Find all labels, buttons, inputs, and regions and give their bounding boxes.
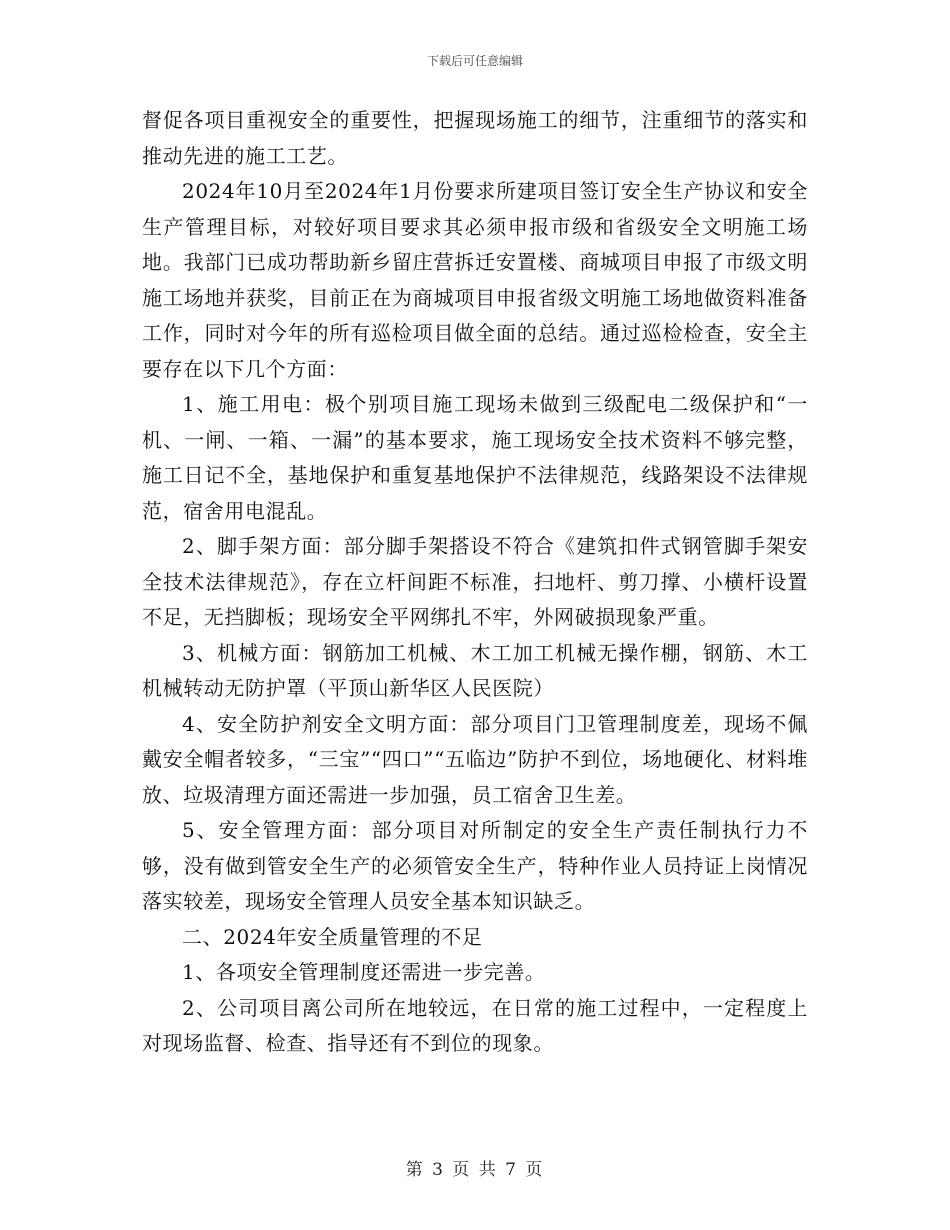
paragraph-safety-protection: 4、安全防护剂安全文明方面：部分项目门卫管理制度差，现场不佩戴安全帽者较多，“三宝”“四口”“五临边”防护不到位，场地硬化、材料堆放、垃圾清理方面还需进一步加强，员工宿舍卫生差。	[142, 711, 808, 807]
paragraph-electricity: 1、施工用电：极个别项目施工现场未做到三级配电二级保护和“一机、一闸、一箱、一漏”的基本要求，施工现场安全技术资料不够完整，施工日记不全，基地保护和重复基地保护不法律规范，线路架设不法律规范，宿舍用电混乱。	[142, 392, 808, 523]
paragraph-scaffolding: 2、脚手架方面：部分脚手架搭设不符合《建筑扣件式钢管脚手架安全技术法律规范》，存在立杆间距不标准，扫地杆、剪刀撑、小横杆设置不足，无挡脚板；现场安全平网绑扎不牢，外网破损现象严重。	[142, 534, 808, 629]
page-header: 下载后可任意编辑	[426, 54, 523, 68]
document-body	[142, 103, 808, 1062]
paragraph-shortcoming-1: 1、各项安全管理制度还需进一步完善。	[182, 960, 546, 984]
paragraph-inspection-summary: 2024年10月至2024年1月份要求所建项目签订安全生产协议和安全生产管理目标，对较好项目要求其必须申报市级和省级安全文明施工场地。我部门已成功帮助新乡留庄营拆迁安置楼、商城项目申报了市级文明施工场地并获奖，目前正在为商城项目申报省级文明施工场地做资料准备工作，同时对今年的所有巡检项目做全面的总结。通过巡检检查，安全主要存在以下几个方面：	[142, 179, 808, 381]
paragraph-safety-management: 5、安全管理方面：部分项目对所制定的安全生产责任制执行力不够，没有做到管安全生产的必须管安全生产，特种作业人员持证上岗情况落实较差，现场安全管理人员安全基本知识缺乏。	[142, 818, 808, 913]
paragraph-shortcoming-2: 2、公司项目离公司所在地较远，在日常的施工过程中，一定程度上对现场监督、检查、指导还有不到位的现象。	[142, 995, 808, 1055]
paragraph-machinery: 3、机械方面：钢筋加工机械、木工加工机械无操作棚，钢筋、木工机械转动无防护罩（平顶山新华区人民医院）	[142, 640, 808, 700]
page-number: 第 3 页 共 7 页	[405, 1160, 545, 1180]
paragraph-continuation: 督促各项目重视安全的重要性，把握现场施工的细节，注重细节的落实和推动先进的施工工艺。	[142, 108, 808, 168]
section-heading-shortcomings: 二、2024年安全质量管理的不足	[182, 924, 483, 949]
